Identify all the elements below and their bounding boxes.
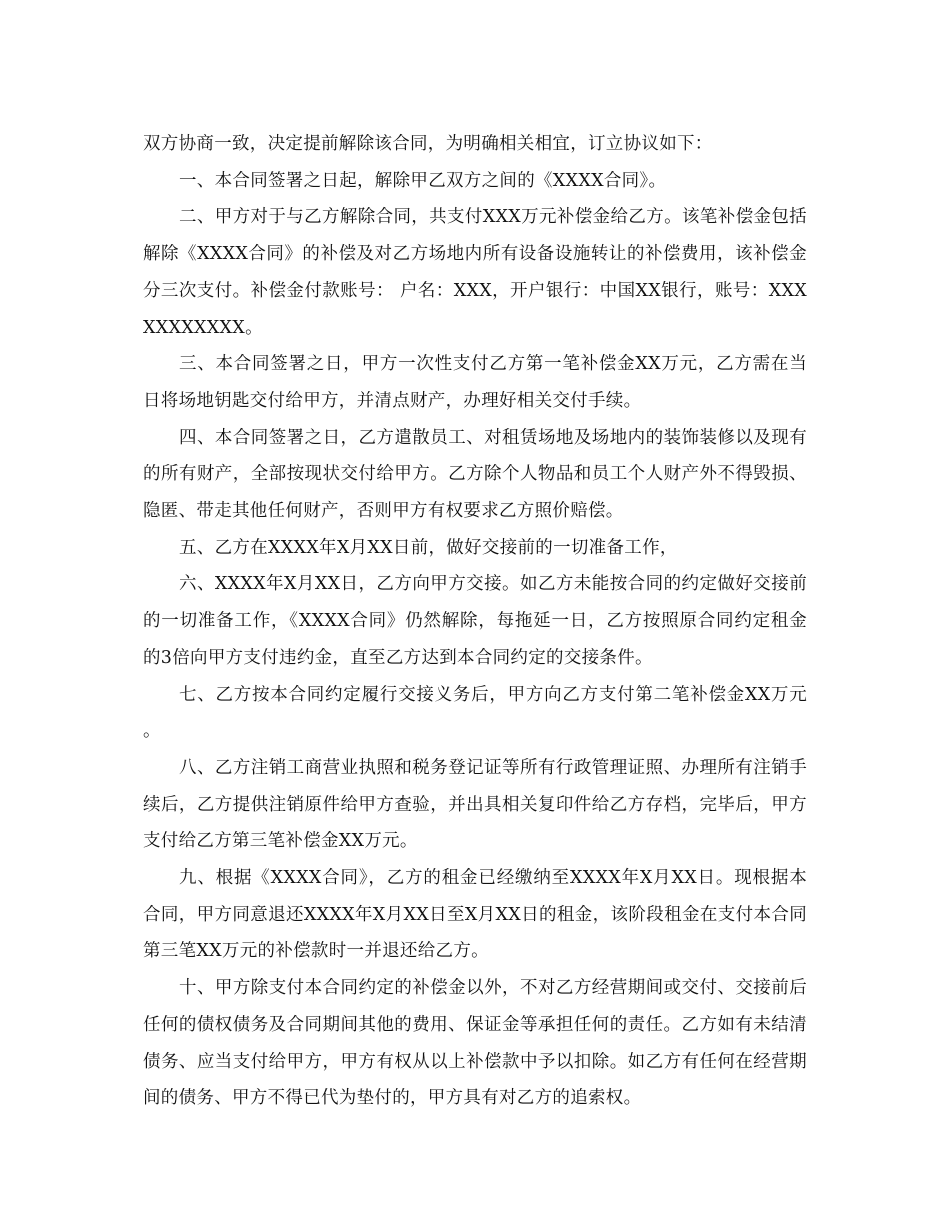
clause-4: 四、本合同签署之日，乙方遣散员工、对租赁场地及场地内的装饰装修以及现有的所有财产，全部按现状交付给甲方。乙方除个人物品和员工个人财产外不得毁损、隐匿、带走其他任何财产，否则甲方有权要求乙方照价赔偿。	[143, 427, 807, 522]
clause-9: 九、根据《XXXX合同》，乙方的租金已经缴纳至XXXX年X月XX日。现根据本合同，甲方同意退还XXXX年X月XX日至X月XX日的租金，该阶段租金在支付本合同第三笔XX万元的补偿款时一并退还给乙方。	[143, 868, 807, 962]
document-body	[143, 126, 807, 1117]
intro-paragraph: 双方协商一致，决定提前解除该合同，为明确相关相宜，订立协议如下：	[143, 134, 713, 154]
clause-3: 三、本合同签署之日，甲方一次性支付乙方第一笔补偿金XX万元，乙方需在当日将场地钥匙交付给甲方，并清点财产，办理好相关交付手续。	[143, 354, 807, 411]
clause-10: 十、甲方除支付本合同约定的补偿金以外，不对乙方经营期间或交付、交接前后任何的债权债务及合同期间其他的费用、保证金等承担任何的责任。乙方如有未结清债务、应当支付给甲方，甲方有权从以上补偿款中予以扣除。如乙方有任何在经营期间的债务、甲方不得已代为垫付的，甲方具有对乙方的追索权。	[143, 978, 807, 1109]
clause-2: 二、甲方对于与乙方解除合同，共支付XXX万元补偿金给乙方。该笔补偿金包括解除《XXXX合同》的补偿及对乙方场地内所有设备设施转让的补偿费用，该补偿金分三次支付。补偿金付款账号： 户名：XXX，开户银行：中国XX银行，账号：XXXXXXXXXXX。	[143, 207, 807, 338]
clause-1: 一、本合同签署之日起，解除甲乙双方之间的《XXXX合同》。	[179, 170, 667, 191]
clause-6: 六、XXXX年X月XX日，乙方向甲方交接。如乙方未能按合同的约定做好交接前的一切准备工作，《XXXX合同》仍然解除，每拖延一日，乙方按照原合同约定租金的3倍向甲方支付违约金，直至乙方达到本合同约定的交接条件。	[143, 574, 807, 668]
clause-7: 七、乙方按本合同约定履行交接义务后，甲方向乙方支付第二笔补偿金XX万元。	[143, 684, 807, 742]
clause-5: 五、乙方在XXXX年X月XX日前，做好交接前的一切准备工作，	[179, 537, 678, 558]
clause-8: 八、乙方注销工商营业执照和税务登记证等所有行政管理证照、办理所有注销手续后，乙方提供注销原件给甲方查验，并出具相关复印件给乙方存档，完毕后，甲方支付给乙方第三笔补偿金XX万元。	[143, 757, 807, 852]
